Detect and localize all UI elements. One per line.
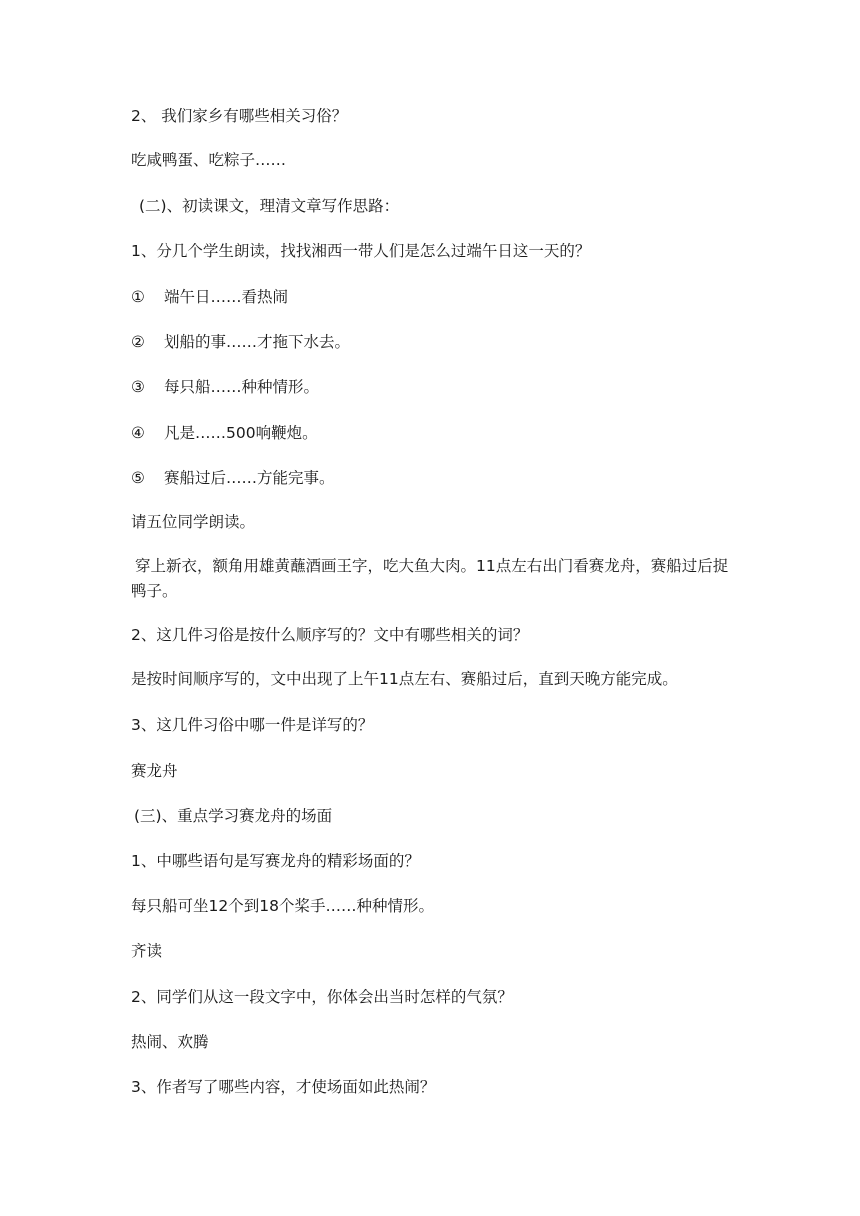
section-heading: (二)、初读课文，理清文章写作思路： <box>139 197 400 215</box>
list-marker: ② <box>131 333 145 351</box>
question-line: 2、同学们从这一段文字中，你体会出当时怎样的气氛？ <box>131 988 513 1006</box>
list-item <box>131 466 740 490</box>
list-item <box>131 285 740 309</box>
list-item <box>131 421 740 445</box>
list-marker: ① <box>131 288 145 306</box>
answer-line: 热闹、欢腾 <box>131 1033 209 1051</box>
answer-line: 赛龙舟 <box>131 762 178 780</box>
list-item-text: 每只船……种种情形。 <box>164 378 320 396</box>
question-line: 2、这几件习俗是按什么顺序写的？文中有哪些相关的词？ <box>131 626 529 644</box>
section-heading: (三)、重点学习赛龙舟的场面 <box>134 807 333 825</box>
question-line: 3、作者写了哪些内容，才使场面如此热闹？ <box>131 1078 436 1096</box>
paragraph: 穿上新衣，额角用雄黄蘸酒画王字，吃大鱼大肉。11点左右出门看赛龙舟，赛船过后捉鸭子。 <box>131 557 729 600</box>
list-marker: ④ <box>131 424 145 442</box>
list-item <box>131 375 740 399</box>
question-line: 3、这几件习俗中哪一件是详写的？ <box>131 716 374 734</box>
question-line: 2、 我们家乡有哪些相关习俗？ <box>131 107 348 125</box>
question-line: 1、分几个学生朗读，找找湘西一带人们是怎么过端午日这一天的？ <box>131 242 591 260</box>
list-item <box>131 330 740 354</box>
list-item-text: 端午日……看热闹 <box>164 288 289 306</box>
list-item-text: 凡是……500响鞭炮。 <box>164 424 318 442</box>
answer-line: 是按时间顺序写的，文中出现了上午11点左右、赛船过后，直到天晚方能完成。 <box>131 670 678 688</box>
answer-line: 每只船可坐12个到18个桨手……种种情形。 <box>131 897 434 915</box>
question-line: 1、中哪些语句是写赛龙舟的精彩场面的？ <box>131 852 420 870</box>
list-item-text: 划船的事……才拖下水去。 <box>164 333 351 351</box>
list-item-text: 赛船过后……方能完事。 <box>164 469 335 487</box>
paragraph: 请五位同学朗读。 <box>131 513 256 531</box>
answer-line: 吃咸鸭蛋、吃粽子…… <box>131 151 287 169</box>
list-marker: ⑤ <box>131 469 145 487</box>
paragraph: 齐读 <box>131 942 163 960</box>
list-marker: ③ <box>131 378 145 396</box>
